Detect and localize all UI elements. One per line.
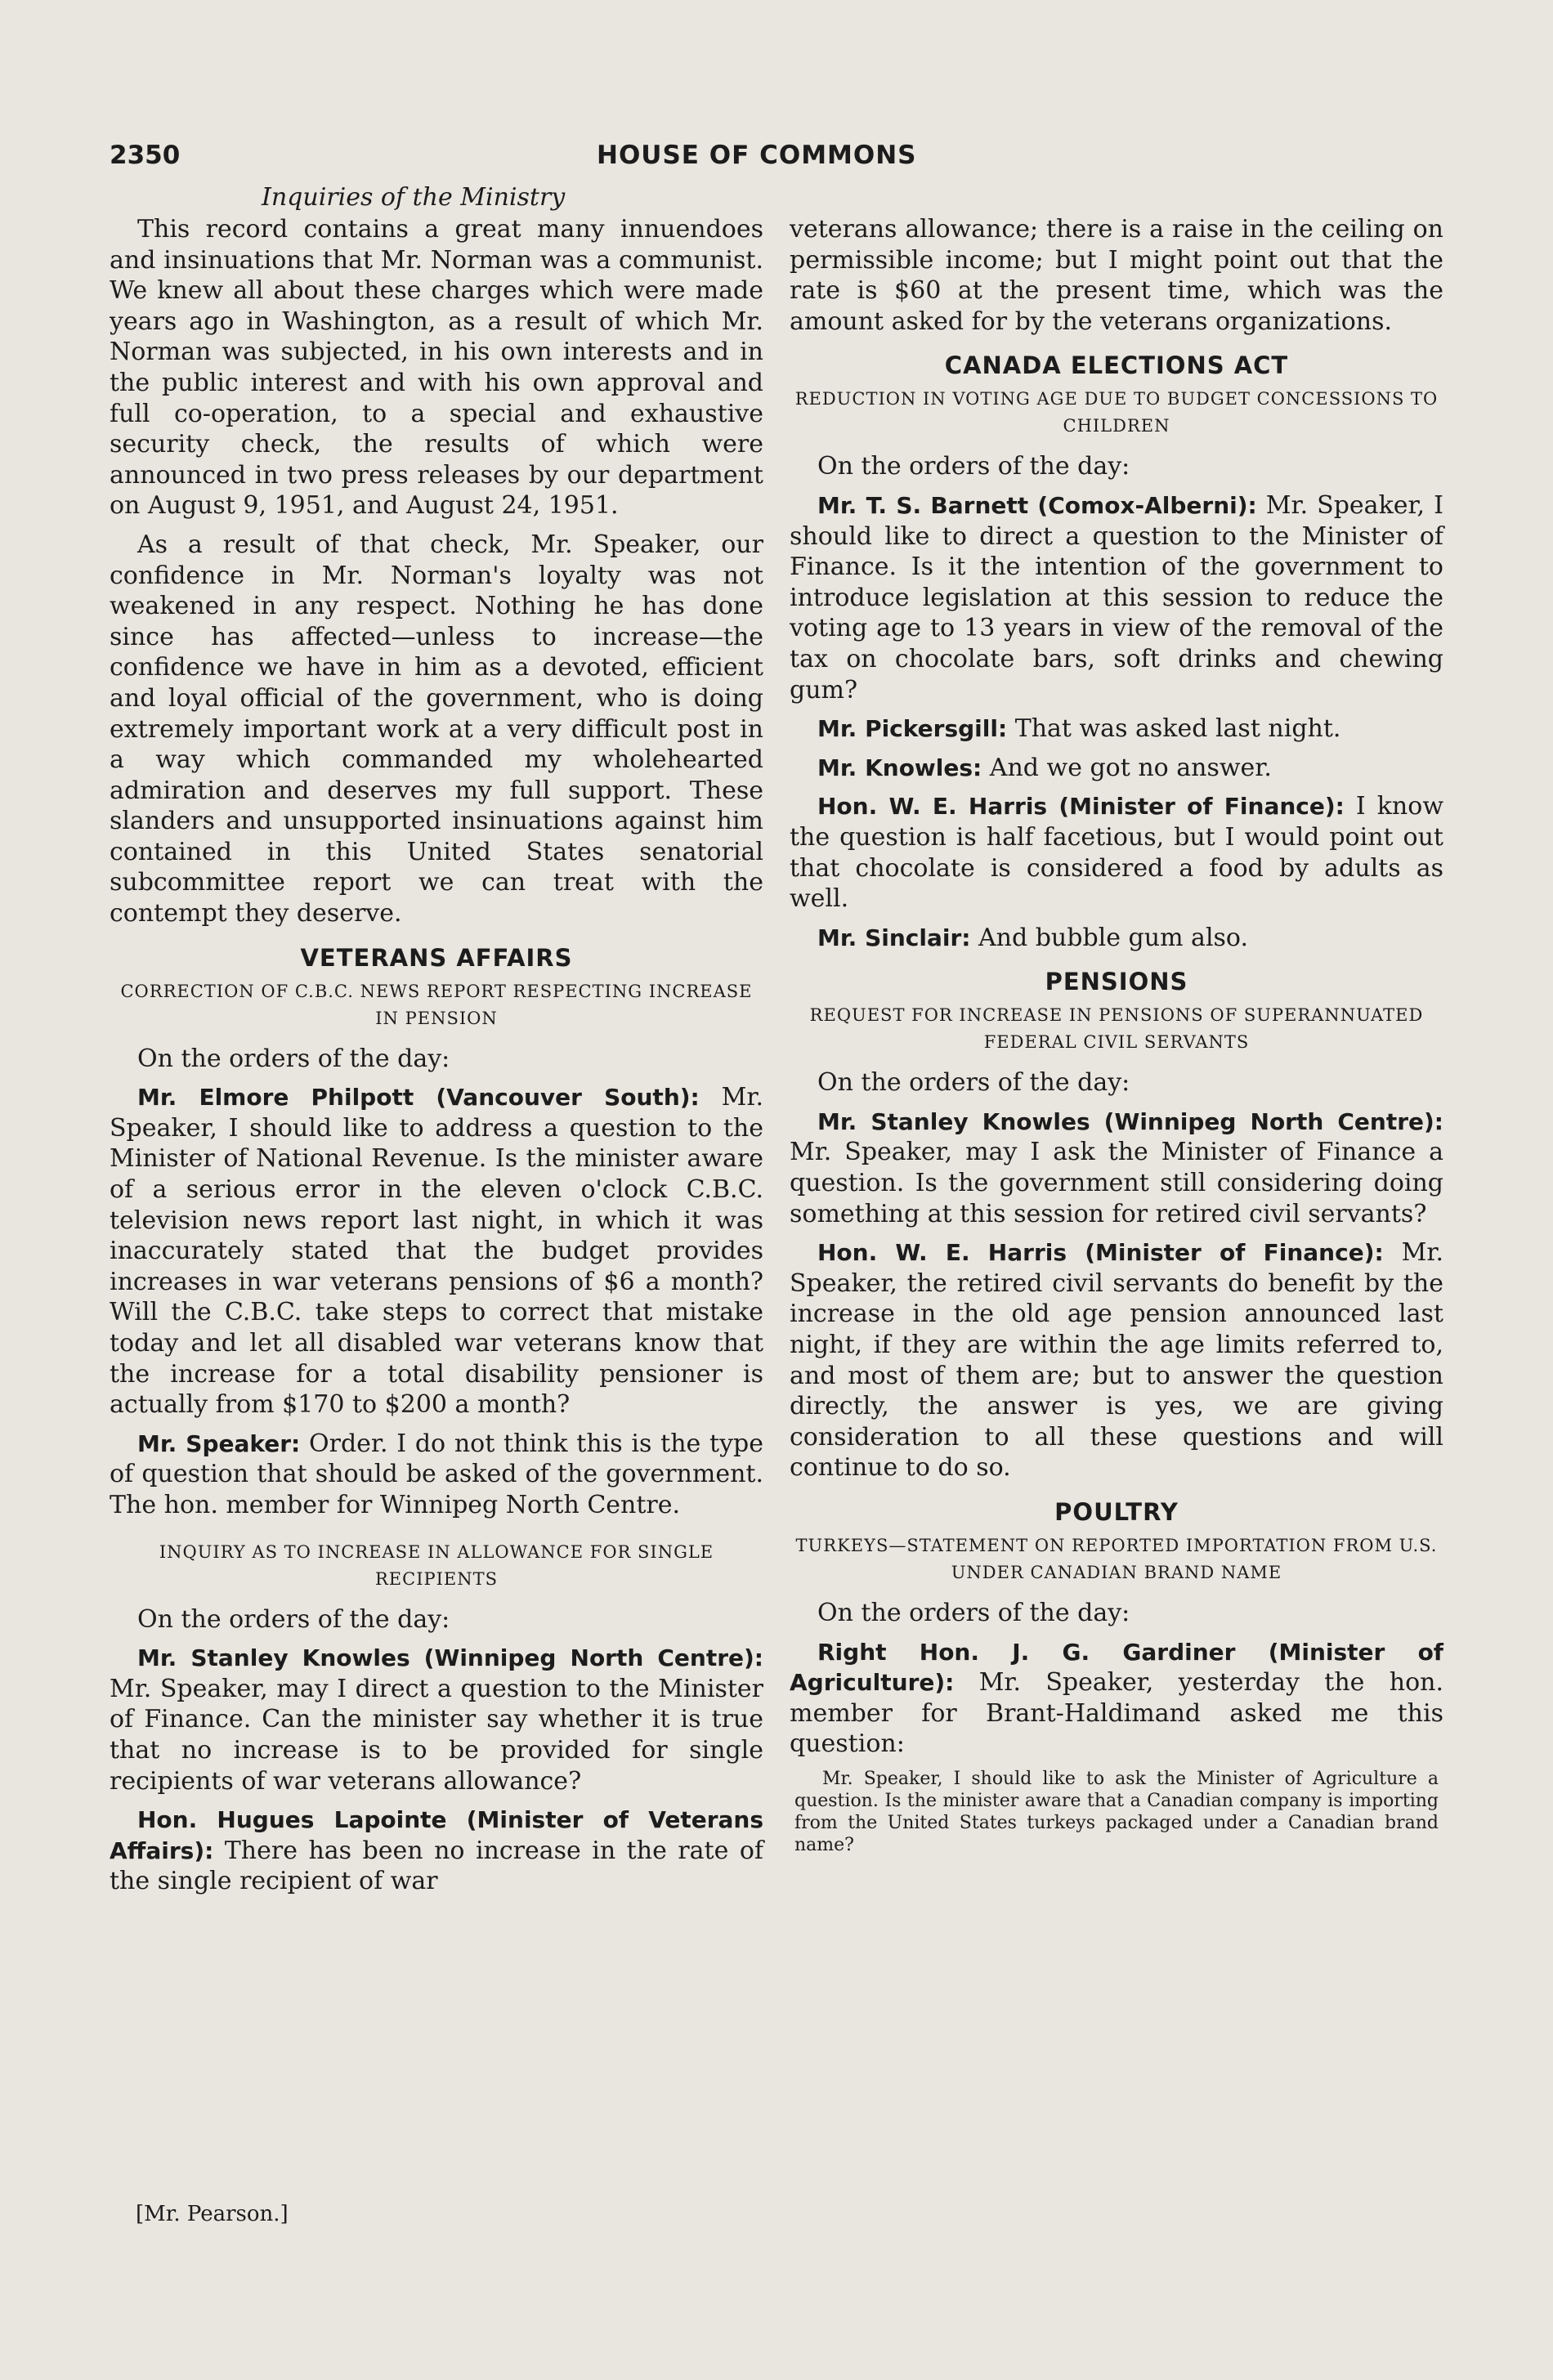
subheading: TURKEYS—STATEMENT ON REPORTED IMPORTATION FROM U.S. UNDER CANADIAN BRAND NAME	[795, 1536, 1438, 1582]
speech	[110, 1805, 763, 1897]
page-number: 2350	[110, 141, 181, 170]
speaker-name: Mr. Speaker:	[137, 1429, 301, 1457]
speaker-name: Mr. Sinclair:	[817, 924, 971, 951]
page-header	[0, 141, 1553, 181]
speech	[790, 791, 1443, 914]
speaker-name: Hon. W. E. Harris (Minister of Finance):	[817, 1239, 1384, 1267]
speech-text: Order. I do not think this is the type of question that should be asked of the government. The hon. member for Winnipeg North Centre.	[110, 1429, 763, 1519]
quoted-question: Mr. Speaker, I should like to ask the Minister of Agriculture a question. Is the minister aware that a Canadian company is importing from the United States turkeys packaged under a Canadian brand name?	[794, 1768, 1439, 1855]
speech	[110, 1082, 763, 1420]
speech	[790, 1107, 1443, 1229]
speech	[790, 753, 1443, 784]
right-column	[790, 214, 1443, 1856]
orders-of-the-day: On the orders of the day:	[817, 1599, 1130, 1627]
section-heading-poultry: POULTRY	[1054, 1498, 1179, 1526]
speech-text: Mr. Speaker, I should like to address a question to the Minister of National Revenue. Is the minister aware of a serious error in the eleven o'clock C.B.C. television news report last night, in which it was inaccurately stated that the budget provides increases in war veterans pensions of $6 a month? Will the C.B.C. take steps to correct that mistake today and let all disabled war veterans know that the increase for a total disability pensioner is actually from $170 to $200 a month?	[110, 1083, 763, 1420]
section-heading-pensions: PENSIONS	[1045, 968, 1188, 996]
speech	[790, 1637, 1443, 1760]
running-title: HOUSE OF COMMONS	[597, 141, 917, 170]
speech	[790, 923, 1443, 954]
speaker-name: Hon. Hugues Lapointe (Minister of Veterans Affairs):	[110, 1806, 763, 1864]
orders-of-the-day: On the orders of the day:	[137, 1604, 450, 1634]
subheading: INQUIRY AS TO INCREASE IN ALLOWANCE FOR SINGLE RECIPIENTS	[159, 1541, 714, 1589]
speech	[790, 714, 1443, 745]
speech	[110, 1643, 763, 1796]
subheading: CORRECTION OF C.B.C. NEWS REPORT RESPECTING INCREASE IN PENSION	[120, 981, 753, 1028]
speaker-name: Mr. Knowles:	[817, 754, 982, 781]
speech-text: Mr. Speaker, yesterday the hon. member for Brant-Haldimand asked me this question:	[790, 1668, 1443, 1759]
paragraph: veterans allowance; there is a raise in the ceiling on permissible income; but I might point out that the rate is $60 at the present time, which was the amount asked for by the veterans organizations.	[790, 215, 1443, 336]
speech-text: Mr. Speaker, may I direct a question to the Minister of Finance. Can the minister say whether it is true that no increase is to be provided for single recipients of war veterans allowance?	[110, 1674, 763, 1796]
speech-text: That was asked last night.	[1007, 714, 1341, 744]
speech-text: And we got no answer.	[982, 753, 1272, 782]
speech-text: I know the question is half facetious, but I would point out that chocolate is considered a food by adults as well.	[790, 792, 1443, 914]
subheading: REQUEST FOR INCREASE IN PENSIONS OF SUPERANNUATED FEDERAL CIVIL SERVANTS	[809, 1005, 1424, 1053]
left-column	[110, 214, 763, 1905]
section-heading-veterans-affairs: VETERANS AFFAIRS	[300, 943, 573, 972]
speaker-name: Mr. Elmore Philpott (Vancouver South):	[137, 1084, 700, 1112]
speech-text: There has been no increase in the rate of the single recipient of war	[110, 1836, 763, 1896]
speech	[110, 1429, 763, 1521]
speech	[790, 490, 1443, 705]
speech-text: Mr. Speaker, the retired civil servants do benefit by the increase in the old age pension announced last night, if they are within the age limits referred to, and most of them are; but to answer the question directly, the answer is yes, we are giving consideration to all these questions and will continue to do so.	[790, 1238, 1443, 1483]
speech-text: Mr. Speaker, may I ask the Minister of Finance a question. Is the government still considering doing something at this session for retired civil servants?	[790, 1138, 1443, 1228]
speech-text: Mr. Speaker, I should like to direct a question to the Minister of Finance. Is it the intention of the government to introduce legislation at this session to reduce the voting age to 13 years in view of the removal of the tax on chocolate bars, soft drinks and chewing gum?	[790, 490, 1443, 705]
section-heading-canada-elections-act: CANADA ELECTIONS ACT	[944, 351, 1289, 380]
speaker-name: Right Hon. J. G. Gardiner (Minister of Agriculture):	[790, 1638, 1443, 1697]
speech	[790, 1237, 1443, 1483]
orders-of-the-day: On the orders of the day:	[817, 1068, 1130, 1098]
orders-of-the-day: On the orders of the day:	[817, 452, 1130, 481]
page-footer-attribution: [Mr. Pearson.]	[136, 2202, 289, 2226]
speech-text: And bubble gum also.	[970, 923, 1249, 952]
speaker-name: Mr. T. S. Barnett (Comox-Alberni):	[817, 491, 1257, 519]
paragraph: As a result of that check, Mr. Speaker, our confidence in Mr. Norman's loyalty was not weakened in any respect. Nothing he has done since has affected—unless to increase—the confidence we have in him as a devoted, efficient and loyal official of the government, who is doing extremely important work at a very difficult post in a way which commanded my wholehearted admiration and deserves my full support. These slanders and unsupported insinuations against him contained in this United States senatorial subcommittee report we can treat with the contempt they deserve.	[110, 530, 763, 928]
orders-of-the-day: On the orders of the day:	[137, 1044, 450, 1073]
speaker-name: Mr. Stanley Knowles (Winnipeg North Centre):	[817, 1107, 1443, 1135]
speaker-name: Mr. Pickersgill:	[817, 715, 1008, 743]
subheading: REDUCTION IN VOTING AGE DUE TO BUDGET CONCESSIONS TO CHILDREN	[794, 389, 1439, 436]
speaker-name: Mr. Stanley Knowles (Winnipeg North Centre):	[137, 1644, 763, 1672]
paragraph: This record contains a great many innuendoes and insinuations that Mr. Norman was a communist. We knew all about these charges which were made years ago in Washington, as a result of which Mr. Norman was subjected, in his own interests and in the public interest and with his own approval and full co-operation, to a special and exhaustive security check, the results of which were announced in two press releases by our department on August 9, 1951, and August 24, 1951.	[110, 215, 763, 521]
running-subtitle: Inquiries of the Ministry	[262, 183, 566, 212]
speaker-name: Hon. W. E. Harris (Minister of Finance):	[817, 793, 1345, 821]
